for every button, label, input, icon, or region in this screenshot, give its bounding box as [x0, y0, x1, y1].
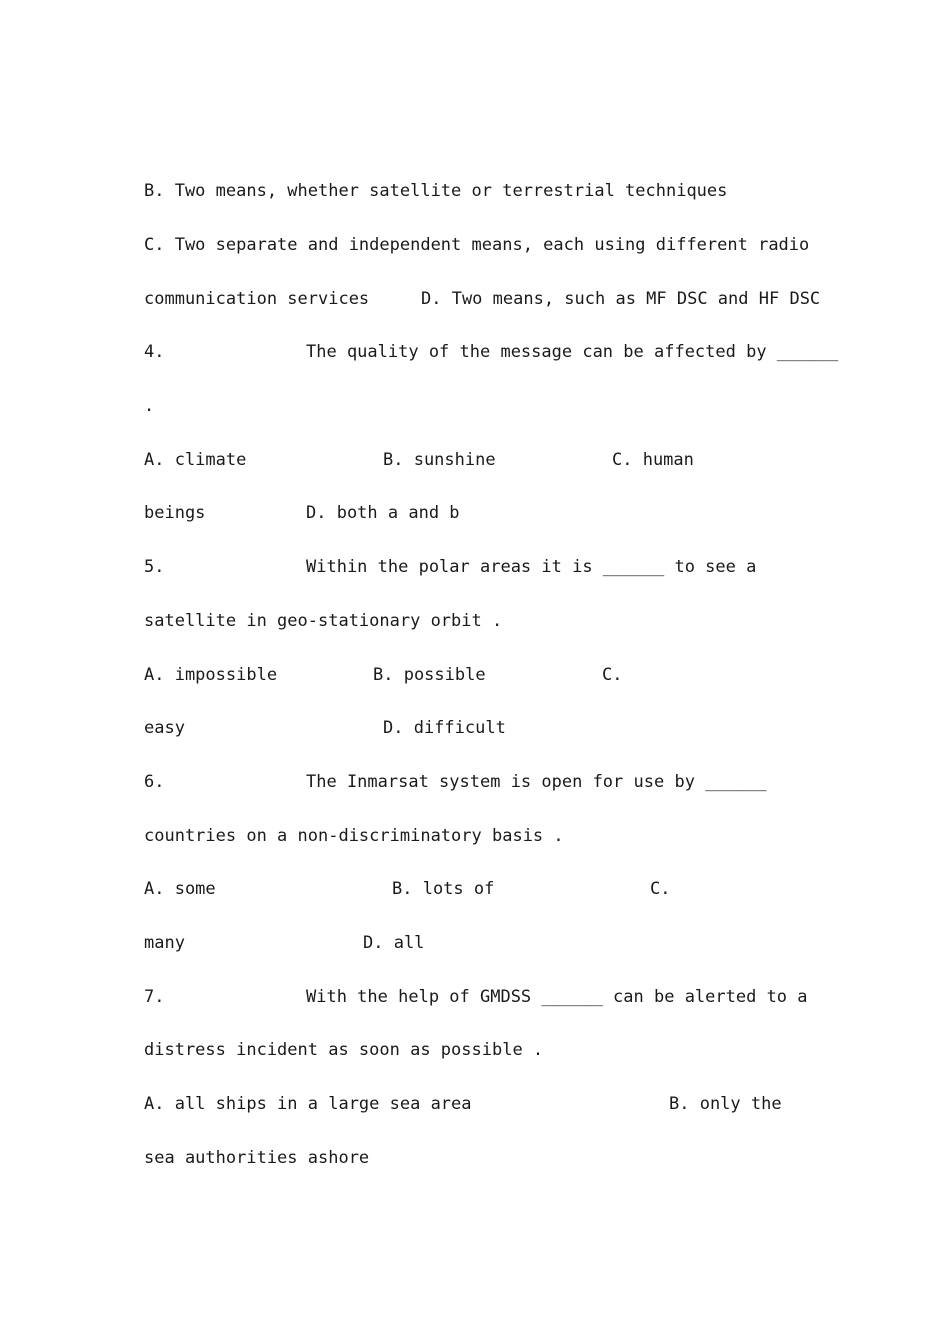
- question-text-end: distress incident as soon as possible .: [144, 1040, 544, 1060]
- option-d-text: D. difficult: [383, 718, 506, 738]
- option-b-text: B. possible: [373, 665, 486, 685]
- option-line: [144, 501, 460, 525]
- question-text-end: satellite in geo-stationary orbit .: [144, 611, 503, 631]
- option-c-continuation: communication services: [144, 289, 370, 309]
- option-b-continuation: sea authorities ashore: [144, 1148, 370, 1168]
- question-line: [144, 985, 808, 1009]
- question-text-end: .: [144, 396, 155, 416]
- question-text: Within the polar areas it is ______ to see a: [306, 557, 757, 577]
- option-a-text: A. some: [144, 879, 216, 899]
- option-line: [144, 1092, 782, 1116]
- question-text: With the help of GMDSS ______ can be alerted to a: [306, 987, 808, 1007]
- question-number: 4.: [144, 342, 165, 362]
- option-line: [144, 233, 810, 257]
- option-c-text: C. human: [612, 450, 694, 470]
- question-line: [144, 609, 503, 633]
- question-number: 5.: [144, 557, 165, 577]
- option-c-continuation: beings: [144, 503, 206, 523]
- question-line: [144, 770, 767, 794]
- question-number: 6.: [144, 772, 165, 792]
- option-b-text: B. sunshine: [383, 450, 496, 470]
- option-c-text: C.: [650, 879, 671, 899]
- question-text: The quality of the message can be affected by ______: [306, 342, 839, 362]
- question-text-end: countries on a non-discriminatory basis .: [144, 826, 564, 846]
- question-line: [144, 824, 564, 848]
- option-line: [144, 287, 821, 311]
- option-c-text: C. Two separate and independent means, each using different radio: [144, 235, 810, 255]
- option-line: [144, 179, 728, 203]
- option-d-text: D. all: [363, 933, 425, 953]
- option-line: [144, 663, 623, 687]
- option-line: [144, 877, 671, 901]
- question-line: [144, 1038, 544, 1062]
- question-text: The Inmarsat system is open for use by ______: [306, 772, 767, 792]
- option-b-text: B. only the: [669, 1094, 782, 1114]
- option-b-text: B. lots of: [392, 879, 495, 899]
- question-line: [144, 555, 757, 579]
- option-line: [144, 1146, 370, 1170]
- question-number: 7.: [144, 987, 165, 1007]
- question-line: [144, 340, 839, 364]
- option-c-text: C.: [602, 665, 623, 685]
- option-c-continuation: many: [144, 933, 185, 953]
- option-a-text: A. climate: [144, 450, 247, 470]
- option-b-text: B. Two means, whether satellite or terrestrial techniques: [144, 181, 728, 201]
- option-a-text: A. impossible: [144, 665, 278, 685]
- option-a-text: A. all ships in a large sea area: [144, 1094, 472, 1114]
- option-line: [144, 716, 506, 740]
- option-d-text: D. both a and b: [306, 503, 460, 523]
- option-c-continuation: easy: [144, 718, 185, 738]
- question-line: [144, 394, 185, 418]
- option-d-text: D. Two means, such as MF DSC and HF DSC: [421, 289, 821, 309]
- option-line: [144, 448, 694, 472]
- option-line: [144, 931, 425, 955]
